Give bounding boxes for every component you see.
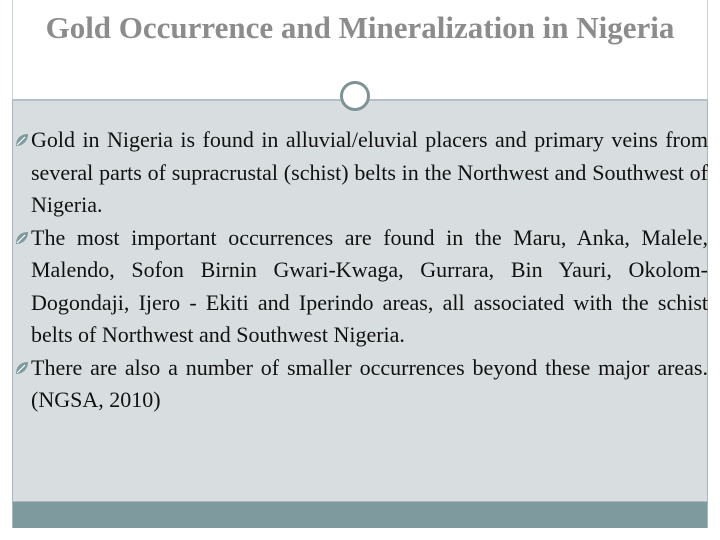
bullet-item [14, 222, 708, 352]
bullet-text: Gold in Nigeria is found in alluvial/eluvial placers and primary veins from several parts of supracrustal (schist) belts in the Northwest and Southwest of Nigeria. [31, 127, 708, 217]
leaf-bullet-icon [14, 132, 30, 148]
divider-circle-ornament [340, 81, 370, 111]
leaf-bullet-icon [14, 360, 30, 376]
slide-title: Gold Occurrence and Mineralization in Nigeria [45, 10, 675, 45]
bullet-list [14, 124, 708, 417]
footer-bar [12, 502, 708, 528]
bullet-text: The most important occurrences are found in the Maru, Anka, Malele, Malendo, Sofon Birnin Gwari-Kwaga, Gurrara, Bin Yauri, Okolom- Dogondaji, Ijero - Ekiti and Iperindo areas, all associated with the schist belts of Northwest and Southwest Nigeria. [31, 224, 708, 347]
bullet-item [14, 352, 708, 417]
bullet-text: There are also a number of smaller occurrences beyond these major areas. (NGSA, 2010) [31, 354, 708, 412]
leaf-bullet-icon [14, 230, 30, 246]
bullet-item [14, 124, 708, 222]
